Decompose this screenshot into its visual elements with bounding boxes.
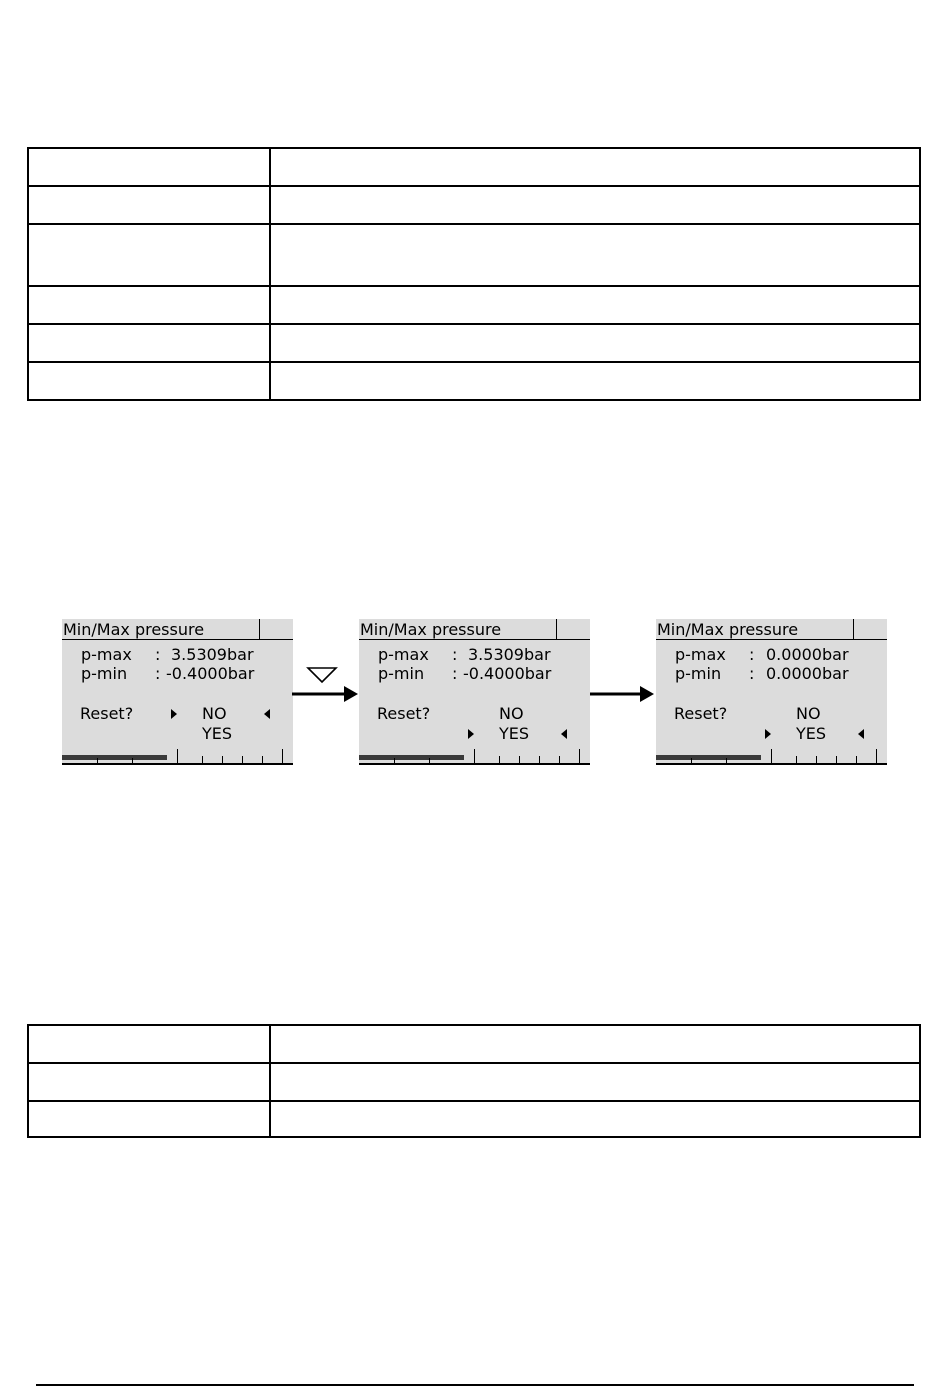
pmax-value: 3.5309bar [468, 645, 551, 664]
reset-label: Reset? [377, 704, 431, 723]
flow-arrow-2 [590, 684, 658, 704]
option-yes[interactable]: YES [202, 724, 233, 743]
table-row [28, 186, 920, 224]
select-left-arrow-icon [858, 729, 864, 739]
pmin-label: p-min [378, 664, 425, 683]
pmax-label: p-max [675, 645, 726, 664]
display-screen-2 [359, 619, 590, 765]
pmin-value: 0.0000bar [766, 664, 849, 683]
pmax-value: 0.0000bar [766, 645, 849, 664]
screen-title: Min/Max pressure [62, 619, 260, 640]
level-bar [62, 755, 167, 760]
pmax-value: 3.5309bar [171, 645, 254, 664]
table-row [28, 1063, 920, 1101]
pmin-sep: : [452, 664, 458, 683]
down-triangle-key-icon [308, 668, 336, 682]
table-row [28, 286, 920, 324]
pmin-sep: : [155, 664, 161, 683]
option-yes[interactable]: YES [499, 724, 530, 743]
level-bar [359, 755, 464, 760]
bottom-table [27, 1024, 921, 1138]
select-left-arrow-icon [561, 729, 567, 739]
table-row [28, 362, 920, 400]
table-row [28, 224, 920, 286]
top-table [27, 147, 921, 401]
table-row [28, 148, 920, 186]
pmin-sep: : [749, 664, 755, 683]
pmin-label: p-min [81, 664, 128, 683]
select-right-arrow-icon [765, 729, 771, 739]
pmin-value: -0.4000bar [463, 664, 552, 683]
reset-label: Reset? [80, 704, 134, 723]
pmin-label: p-min [675, 664, 722, 683]
display-screen-1 [62, 619, 293, 765]
option-no[interactable]: NO [499, 704, 524, 723]
pmin-value: -0.4000bar [166, 664, 255, 683]
option-yes[interactable]: YES [796, 724, 827, 743]
reset-label: Reset? [674, 704, 728, 723]
select-left-arrow-icon [264, 709, 270, 719]
table-row [28, 324, 920, 362]
pmax-label: p-max [378, 645, 429, 664]
pmax-sep: : [155, 645, 161, 664]
table-row [28, 1101, 920, 1137]
pmax-sep: : [452, 645, 458, 664]
table-row [28, 1025, 920, 1063]
screen-title: Min/Max pressure [656, 619, 854, 640]
screen-title: Min/Max pressure [359, 619, 557, 640]
display-screen-3 [656, 619, 887, 765]
option-no[interactable]: NO [202, 704, 227, 723]
select-right-arrow-icon [468, 729, 474, 739]
pmax-sep: : [749, 645, 755, 664]
flow-arrow-1 [292, 664, 360, 704]
option-no[interactable]: NO [796, 704, 821, 723]
pmax-label: p-max [81, 645, 132, 664]
footer-rule [36, 1384, 914, 1386]
select-right-arrow-icon [171, 709, 177, 719]
level-bar [656, 755, 761, 760]
